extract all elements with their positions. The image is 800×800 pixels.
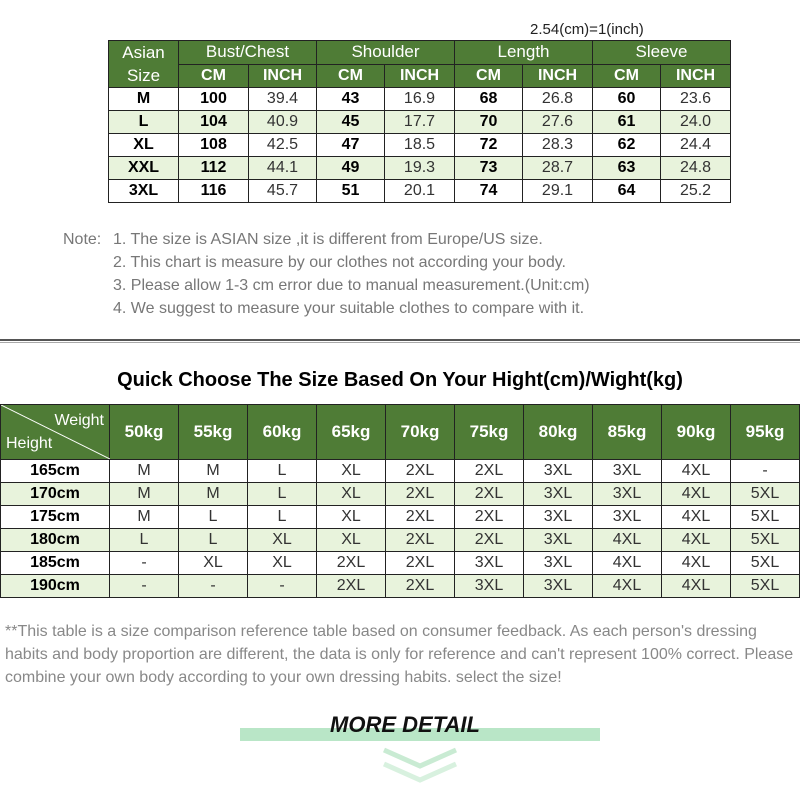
weight-header: 75kg (455, 405, 524, 460)
section-divider-thin (0, 342, 800, 343)
unit-conversion: 2.54(cm)=1(inch) (530, 21, 644, 38)
size-cell: 3XL (524, 460, 593, 483)
size-cell: M (179, 483, 248, 506)
size-cell: 4XL (593, 575, 662, 598)
size-cell: 4XL (662, 552, 731, 575)
measure-cell: 42.5 (249, 134, 317, 157)
measure-cell: 47 (317, 134, 385, 157)
size-cell: M (110, 460, 179, 483)
measure-cell: 45 (317, 111, 385, 134)
measure-cell: 43 (317, 88, 385, 111)
size-cell: XXL (109, 157, 179, 180)
notes-block (63, 228, 590, 320)
measure-cell: 49 (317, 157, 385, 180)
size-cell: 2XL (386, 483, 455, 506)
measure-cell: 68 (455, 88, 523, 111)
size-cell: XL (109, 134, 179, 157)
more-detail-banner (240, 712, 600, 792)
group-header: Length (455, 41, 593, 65)
measure-cell: 18.5 (385, 134, 455, 157)
size-cell: XL (179, 552, 248, 575)
measure-cell: 24.8 (661, 157, 731, 180)
quick-size-table (0, 404, 800, 598)
size-cell: - (110, 575, 179, 598)
size-cell: 4XL (662, 506, 731, 529)
size-cell: 2XL (386, 529, 455, 552)
size-cell: L (248, 483, 317, 506)
size-cell: 3XL (524, 506, 593, 529)
size-cell: L (109, 111, 179, 134)
measure-cell: 19.3 (385, 157, 455, 180)
measure-cell: 100 (179, 88, 249, 111)
size-cell: 4XL (662, 575, 731, 598)
table-row (109, 157, 731, 180)
size-cell: 4XL (662, 483, 731, 506)
height-cell: 175cm (1, 506, 110, 529)
size-cell: 5XL (731, 575, 800, 598)
table-row (109, 134, 731, 157)
table-row (1, 483, 800, 506)
size-cell: 3XL (455, 552, 524, 575)
weight-header: 85kg (593, 405, 662, 460)
note-item: 1. The size is ASIAN size ,it is different from Europe/US size. (113, 231, 543, 248)
size-cell: XL (317, 483, 386, 506)
size-cell: 3XL (524, 483, 593, 506)
quick-choose-title: Quick Choose The Size Based On Your Hight(cm)/Wight(kg) (117, 369, 683, 391)
size-cell: - (248, 575, 317, 598)
weight-label: Weight (54, 412, 104, 429)
weight-header: 50kg (110, 405, 179, 460)
measure-cell: 25.2 (661, 180, 731, 203)
measure-cell: 72 (455, 134, 523, 157)
height-cell: 185cm (1, 552, 110, 575)
note-item: 4. We suggest to measure your suitable clothes to compare with it. (113, 300, 585, 317)
size-cell: 3XL (455, 575, 524, 598)
measure-cell: 62 (593, 134, 661, 157)
size-cell: L (248, 506, 317, 529)
measure-cell: 64 (593, 180, 661, 203)
size-cell: M (110, 506, 179, 529)
size-cell: M (179, 460, 248, 483)
size-cell: 2XL (386, 460, 455, 483)
measure-cell: 45.7 (249, 180, 317, 203)
height-cell: 165cm (1, 460, 110, 483)
size-cell: 3XL (593, 460, 662, 483)
weight-header: 95kg (731, 405, 800, 460)
table-row (1, 506, 800, 529)
height-cell: 190cm (1, 575, 110, 598)
measure-cell: 28.3 (523, 134, 593, 157)
weight-header: 70kg (386, 405, 455, 460)
unit-header: INCH (249, 64, 317, 88)
size-cell: 5XL (731, 483, 800, 506)
size-cell: XL (248, 552, 317, 575)
group-header: Shoulder (317, 41, 455, 65)
size-cell: M (110, 483, 179, 506)
measure-cell: 70 (455, 111, 523, 134)
measure-cell: 60 (593, 88, 661, 111)
measure-cell: 24.4 (661, 134, 731, 157)
size-chart-table (108, 40, 731, 203)
measure-cell: 24.0 (661, 111, 731, 134)
size-cell: L (179, 529, 248, 552)
measure-cell: 28.7 (523, 157, 593, 180)
size-cell: XL (248, 529, 317, 552)
asian-size-header: Asian Size (109, 41, 179, 88)
size-cell: 3XL (524, 552, 593, 575)
unit-header: CM (317, 64, 385, 88)
size-cell: XL (317, 529, 386, 552)
table-row (1, 529, 800, 552)
size-cell: XL (317, 506, 386, 529)
unit-header: INCH (385, 64, 455, 88)
table-row (1, 575, 800, 598)
section-divider (0, 339, 800, 341)
size-cell: - (731, 460, 800, 483)
size-cell: 2XL (455, 483, 524, 506)
chevron-down-icon (380, 742, 460, 790)
note-item: 2. This chart is measure by our clothes not according your body. (113, 254, 566, 271)
size-cell: 3XL (593, 506, 662, 529)
size-cell: 2XL (317, 575, 386, 598)
measure-cell: 73 (455, 157, 523, 180)
table-row (109, 180, 731, 203)
height-label: Height (6, 435, 53, 452)
weight-height-corner (1, 405, 110, 460)
table-row (109, 88, 731, 111)
group-header: Sleeve (593, 41, 731, 65)
size-cell: 3XL (524, 575, 593, 598)
size-cell: 4XL (593, 529, 662, 552)
measure-cell: 63 (593, 157, 661, 180)
measure-cell: 40.9 (249, 111, 317, 134)
unit-header: CM (179, 64, 249, 88)
measure-cell: 51 (317, 180, 385, 203)
more-detail-text: MORE DETAIL (330, 712, 480, 737)
size-cell: - (179, 575, 248, 598)
unit-header: CM (593, 64, 661, 88)
size-cell: 2XL (455, 529, 524, 552)
weight-header: 90kg (662, 405, 731, 460)
size-cell: 4XL (593, 552, 662, 575)
size-cell: 4XL (662, 460, 731, 483)
measure-cell: 26.8 (523, 88, 593, 111)
size-cell: 2XL (386, 575, 455, 598)
size-cell: XL (317, 460, 386, 483)
measure-cell: 23.6 (661, 88, 731, 111)
size-cell: 2XL (455, 506, 524, 529)
table-row (1, 552, 800, 575)
size-cell: - (110, 552, 179, 575)
height-cell: 180cm (1, 529, 110, 552)
size-cell: 2XL (386, 552, 455, 575)
measure-cell: 44.1 (249, 157, 317, 180)
size-cell: 2XL (386, 506, 455, 529)
measure-cell: 61 (593, 111, 661, 134)
unit-header: INCH (661, 64, 731, 88)
measure-cell: 16.9 (385, 88, 455, 111)
size-cell: 4XL (662, 529, 731, 552)
size-cell: 5XL (731, 506, 800, 529)
size-cell: 5XL (731, 529, 800, 552)
weight-header: 65kg (317, 405, 386, 460)
size-cell: 3XL (524, 529, 593, 552)
measure-cell: 74 (455, 180, 523, 203)
note-label: Note: (63, 231, 102, 248)
size-cell: L (110, 529, 179, 552)
group-header: Bust/Chest (179, 41, 317, 65)
weight-header: 80kg (524, 405, 593, 460)
unit-header: INCH (523, 64, 593, 88)
measure-cell: 27.6 (523, 111, 593, 134)
note-item: 3. Please allow 1-3 cm error due to manual measurement.(Unit:cm) (113, 277, 590, 294)
height-cell: 170cm (1, 483, 110, 506)
measure-cell: 17.7 (385, 111, 455, 134)
weight-header: 60kg (248, 405, 317, 460)
size-cell: 3XL (109, 180, 179, 203)
measure-cell: 116 (179, 180, 249, 203)
size-cell: 3XL (593, 483, 662, 506)
table-row (1, 460, 800, 483)
measure-cell: 112 (179, 157, 249, 180)
size-cell: 2XL (317, 552, 386, 575)
measure-cell: 29.1 (523, 180, 593, 203)
size-cell: 2XL (455, 460, 524, 483)
measure-cell: 20.1 (385, 180, 455, 203)
size-cell: M (109, 88, 179, 111)
size-cell: L (248, 460, 317, 483)
weight-header: 55kg (179, 405, 248, 460)
measure-cell: 104 (179, 111, 249, 134)
size-cell: L (179, 506, 248, 529)
size-cell: 5XL (731, 552, 800, 575)
unit-header: CM (455, 64, 523, 88)
table-row (109, 111, 731, 134)
measure-cell: 39.4 (249, 88, 317, 111)
footnote: **This table is a size comparison reference table based on consumer feedback. As each person's dressing habits and body proportion are different, the data is only for reference and can't represent 100% correct. Please combine your own body according to your own dressing habits. select the size! (5, 623, 794, 686)
measure-cell: 108 (179, 134, 249, 157)
